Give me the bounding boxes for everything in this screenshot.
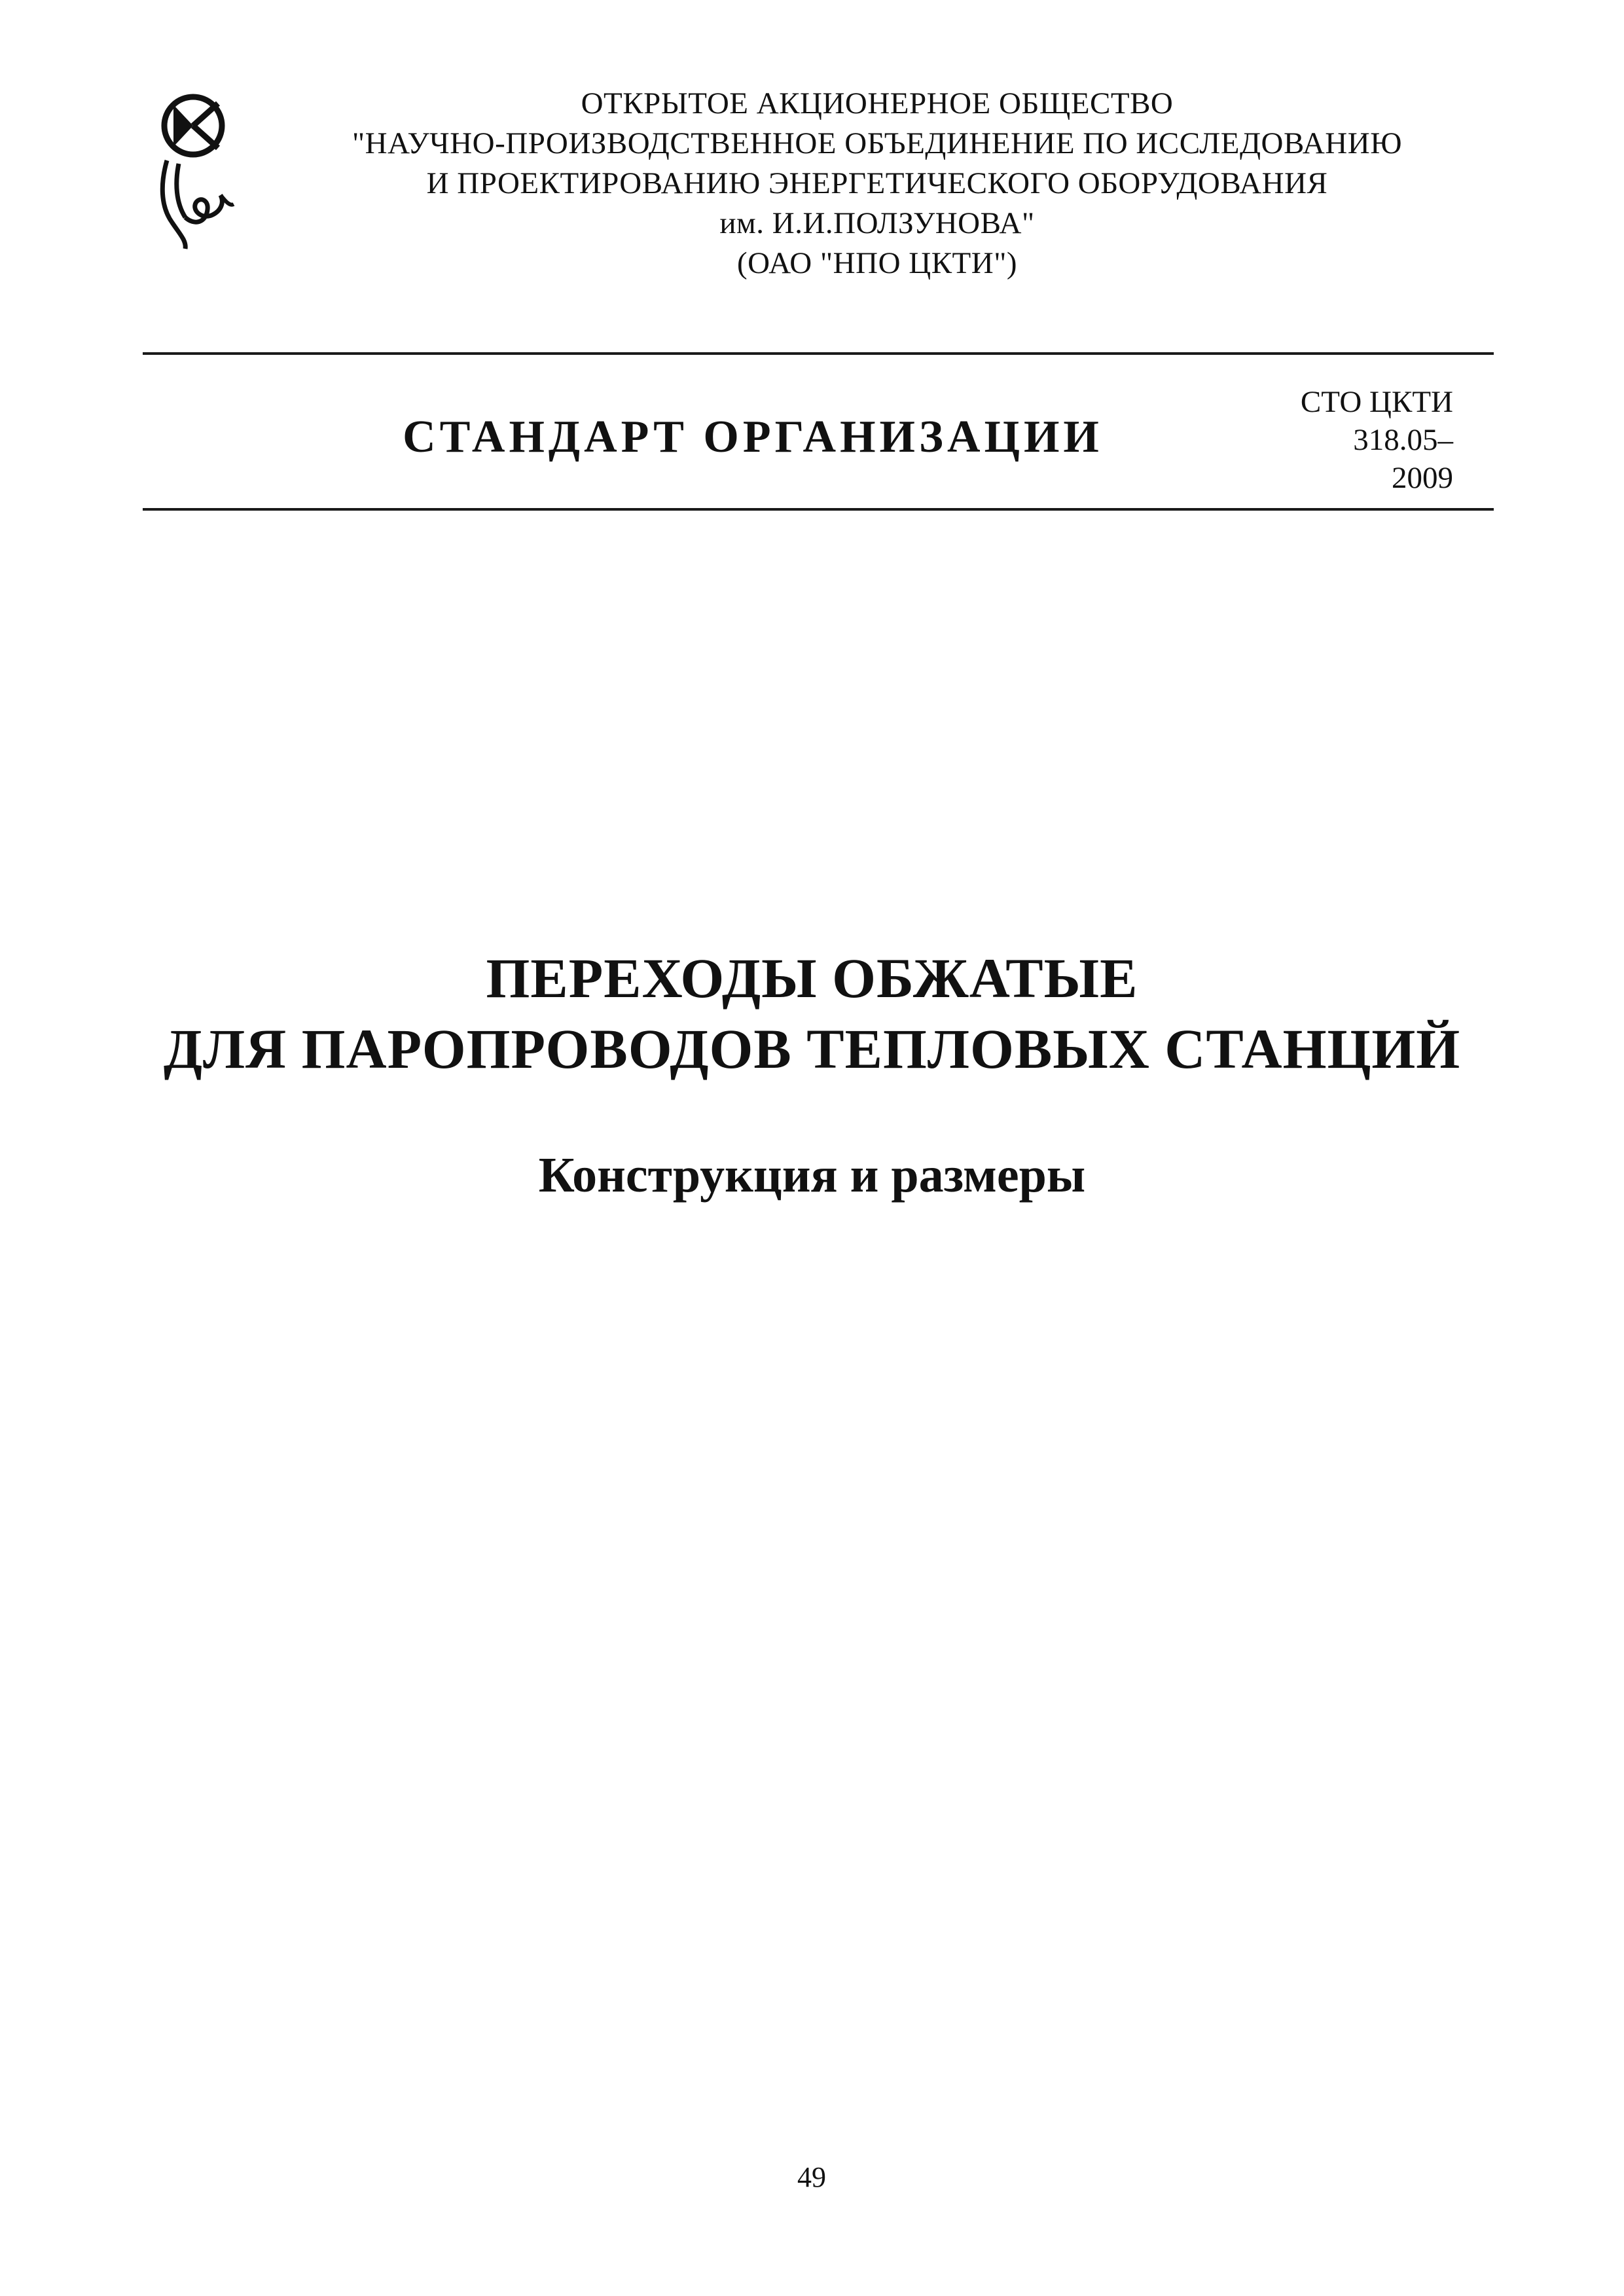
- standard-title: СТАНДАРТ ОРГАНИЗАЦИИ: [403, 412, 1103, 462]
- org-line-4: им. И.И.ПОЛЗУНОВА": [719, 206, 1035, 240]
- org-line-3: И ПРОЕКТИРОВАНИЮ ЭНЕРГЕТИЧЕСКОГО ОБОРУДОВАНИЯ: [426, 166, 1328, 200]
- top-divider: [143, 352, 1494, 355]
- bottom-divider: [143, 508, 1494, 511]
- document-title: [131, 943, 1493, 1084]
- standard-code-line-1: СТО ЦКТИ: [1300, 385, 1453, 419]
- org-line-1: ОТКРЫТОЕ АКЦИОНЕРНОЕ ОБЩЕСТВО: [581, 86, 1174, 120]
- standard-code-line-3: 2009: [1392, 461, 1453, 495]
- document-subtitle: Конструкция и размеры: [538, 1148, 1086, 1203]
- page-number: 49: [797, 2161, 826, 2193]
- standard-code-line-2: 318.05–: [1353, 423, 1453, 457]
- document-title-line-2: ДЛЯ ПАРОПРОВОДОВ ТЕПЛОВЫХ СТАНЦИЙ: [163, 1017, 1461, 1080]
- org-line-2: "НАУЧНО-ПРОИЗВОДСТВЕННОЕ ОБЪЕДИНЕНИЕ ПО ИССЛЕДОВАНИЮ: [352, 126, 1403, 160]
- org-line-5: (ОАО "НПО ЦКТИ"): [736, 246, 1018, 280]
- document-title-line-1: ПЕРЕХОДЫ ОБЖАТЫЕ: [486, 947, 1138, 1010]
- organization-logo-icon: [147, 92, 239, 255]
- standard-code: [1231, 383, 1453, 497]
- organization-name: [262, 84, 1492, 283]
